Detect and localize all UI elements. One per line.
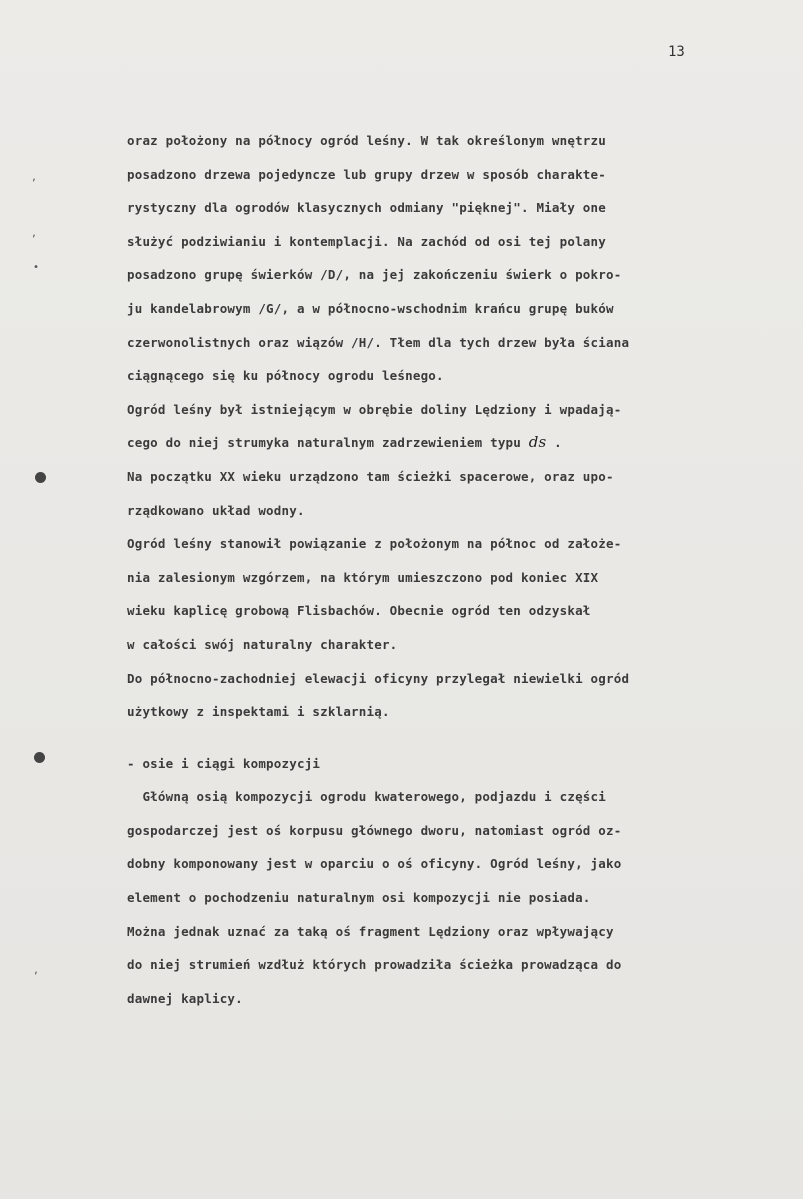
text-line: ju kandelabrowym /G/, a w północno-wschodnim krańcu grupę buków [127, 300, 614, 316]
text-line: do niej strumień wzdłuż których prowadziła ścieżka prowadząca do [127, 957, 622, 973]
body-text [127, 124, 787, 1015]
margin-mark: , [31, 228, 38, 239]
page-number: 13 [668, 44, 685, 60]
text-line: w całości swój naturalny charakter. [127, 636, 398, 652]
text-line: Do północno-zachodniej elewacji oficyny przylegał niewielki ogród [127, 670, 630, 686]
text-line: oraz położony na północy ogród leśny. W tak określonym wnętrzu [127, 133, 606, 148]
handwritten-note: ds [528, 433, 547, 452]
text-line: dawnej kaplicy. [127, 990, 243, 1006]
text-fragment: . [546, 435, 562, 451]
text-line: Ogród leśny był istniejącym w obrębie doliny Lędziony i wpadają- [127, 401, 622, 417]
text-line: gospodarczej jest oś korpusu głównego dworu, natomiast ogród oz- [127, 822, 622, 838]
text-line [127, 426, 787, 460]
text-line: posadzono grupę świerków /D/, na jej zakończeniu świerk o pokro- [127, 267, 622, 283]
text-line: Ogród leśny stanowił powiązanie z położonym na północ od założe- [127, 536, 622, 552]
text-line: Można jednak uznać za taką oś fragment Lędziony oraz wpływający [127, 923, 614, 939]
text-line: dobny komponowany jest w oparciu o oś oficyny. Ogród leśny, jako [127, 856, 622, 872]
ink-blot [34, 752, 45, 763]
margin-mark: , [33, 965, 40, 976]
text-line: rystyczny dla ogrodów klasycznych odmiany "pięknej". Miały one [127, 200, 606, 216]
text-line: służyć podziwianiu i kontemplacji. Na zachód od osi tej polany [127, 233, 606, 249]
margin-mark: , [31, 172, 38, 183]
text-line: nia zalesionym wzgórzem, na którym umieszczono pod koniec XIX [127, 569, 599, 585]
section-gap [127, 729, 787, 747]
text-line: czerwonolistnych oraz wiązów /H/. Tłem dla tych drzew była ściana [127, 334, 630, 350]
text-line: element o pochodzeniu naturalnym osi kompozycji nie posiada. [127, 890, 591, 906]
text-line: posadzono drzewa pojedyncze lub grupy drzew w sposób charakte- [127, 166, 606, 182]
section-heading: - osie i ciągi kompozycji [127, 755, 321, 771]
margin-mark: • [33, 262, 40, 273]
text-line: wieku kaplicę grobową Flisbachów. Obecnie ogród ten odzyskał [127, 603, 591, 619]
text-line: rządkowano układ wodny. [127, 502, 305, 518]
text-line: użytkowy z inspektami i szklarnią. [127, 704, 390, 720]
ink-blot [35, 472, 46, 483]
text-fragment: cego do niej strumyka naturalnym zadrzewieniem typu [127, 435, 522, 451]
text-line: ciągnącego się ku północy ogrodu leśnego. [127, 368, 444, 384]
text-line: Na początku XX wieku urządzono tam ścieżki spacerowe, oraz upo- [127, 468, 614, 484]
text-line: Główną osią kompozycji ogrodu kwaterowego, podjazdu i części [127, 789, 606, 805]
